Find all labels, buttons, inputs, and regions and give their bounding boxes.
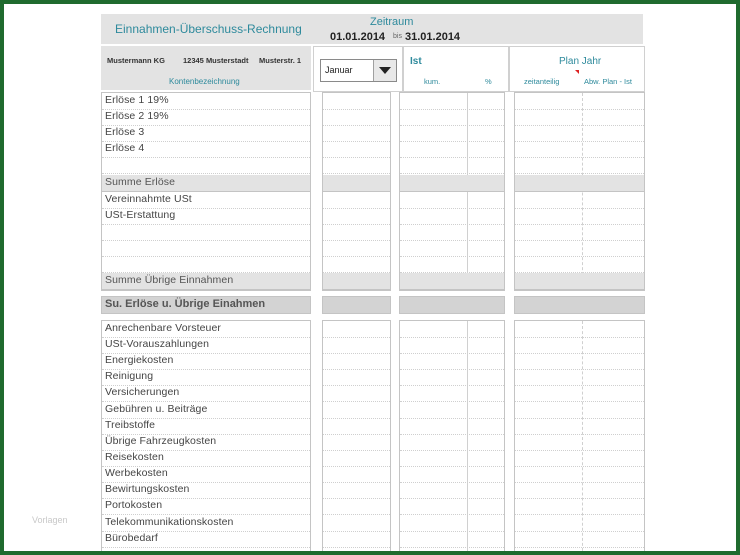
table-row[interactable] xyxy=(102,466,310,483)
account-label: USt-Erstattung xyxy=(105,209,176,221)
account-label: USt-Vorauszahlungen xyxy=(105,338,210,350)
worksheet-frame xyxy=(4,4,736,551)
date-separator: bis xyxy=(393,33,402,40)
grand-total-label: Su. Erlöse u. Übrige Einahmen xyxy=(105,298,266,310)
month-select[interactable] xyxy=(320,59,397,82)
account-label: Erlöse 3 xyxy=(105,126,145,138)
month-values-block-1[interactable] xyxy=(322,92,391,291)
watermark: Vorlagen xyxy=(32,515,68,525)
table-row[interactable] xyxy=(102,125,310,142)
kum-column-header: kum. xyxy=(424,77,441,86)
company-name: Mustermann KG xyxy=(107,56,165,65)
sum-row[interactable] xyxy=(102,273,310,290)
ist-label: Ist xyxy=(410,56,422,67)
date-from[interactable]: 01.01.2014 xyxy=(330,31,386,43)
deviation-column-header: Abw. Plan - Ist xyxy=(584,77,632,86)
accounts-block-2 xyxy=(101,320,311,551)
plan-values-block-1[interactable] xyxy=(514,92,645,291)
account-label: Portokosten xyxy=(105,499,163,511)
table-row[interactable] xyxy=(102,369,310,386)
grand-total-ist-cell[interactable] xyxy=(399,296,505,314)
share-column-header: zeitanteilig xyxy=(524,77,560,86)
table-row[interactable] xyxy=(102,482,310,499)
table-row[interactable] xyxy=(102,337,310,354)
sum-label: Summe Übrige Einnahmen xyxy=(105,274,234,286)
table-row[interactable] xyxy=(102,385,310,402)
table-row[interactable] xyxy=(102,402,310,419)
comment-indicator xyxy=(575,70,579,74)
chevron-down-icon[interactable] xyxy=(373,60,396,81)
table-row[interactable] xyxy=(102,240,310,257)
table-row[interactable] xyxy=(102,141,310,158)
account-label: Erlöse 4 xyxy=(105,142,145,154)
percent-column-header: % xyxy=(485,77,492,86)
account-label: Übrige Fahrzeugkosten xyxy=(105,435,217,447)
table-row[interactable] xyxy=(102,224,310,241)
table-row[interactable] xyxy=(102,531,310,548)
account-label: Versicherungen xyxy=(105,386,180,398)
account-label: Bewirtungskosten xyxy=(105,483,190,495)
table-row[interactable] xyxy=(102,93,310,110)
page-title: Einnahmen-Überschuss-Rechnung xyxy=(115,22,302,36)
plan-values-block-2[interactable] xyxy=(514,320,645,551)
ist-header-cell xyxy=(403,46,509,92)
table-row[interactable] xyxy=(102,256,310,273)
account-label: Erlöse 1 19% xyxy=(105,94,169,106)
table-row[interactable] xyxy=(102,192,310,209)
table-row[interactable] xyxy=(102,157,310,174)
income-statement-sheet xyxy=(101,14,643,551)
account-label: Reinigung xyxy=(105,370,154,382)
table-row[interactable] xyxy=(102,498,310,515)
table-row[interactable] xyxy=(102,515,310,532)
account-column-header: Kontenbezeichnung xyxy=(169,77,240,86)
ist-values-block-1[interactable] xyxy=(399,92,505,291)
account-label: Reisekosten xyxy=(105,451,164,463)
table-row[interactable] xyxy=(102,321,310,338)
company-city: 12345 Musterstadt xyxy=(183,56,249,65)
table-row[interactable] xyxy=(102,418,310,435)
account-label: Bürobedarf xyxy=(105,532,158,544)
sum-row[interactable] xyxy=(102,175,310,192)
period-label: Zeitraum xyxy=(370,16,414,28)
account-label: Werbekosten xyxy=(105,467,168,479)
table-row[interactable] xyxy=(102,353,310,370)
date-to[interactable]: 31.01.2014 xyxy=(405,31,461,43)
account-label: Treibstoffe xyxy=(105,419,156,431)
table-row[interactable] xyxy=(102,208,310,225)
plan-year-label: Plan Jahr xyxy=(559,56,602,67)
account-label: Telekommunikationskosten xyxy=(105,516,234,528)
table-row[interactable] xyxy=(102,109,310,126)
table-row[interactable] xyxy=(102,450,310,467)
account-label: Erlöse 2 19% xyxy=(105,110,169,122)
sum-label: Summe Erlöse xyxy=(105,176,176,188)
month-select-value: Januar xyxy=(325,65,353,75)
company-street: Musterstr. 1 xyxy=(259,56,302,65)
table-row[interactable] xyxy=(102,434,310,451)
account-label: Gebühren u. Beiträge xyxy=(105,403,208,415)
accounts-block-1 xyxy=(101,92,311,291)
grand-total-row[interactable] xyxy=(101,296,311,314)
grand-total-plan-cell[interactable] xyxy=(514,296,645,314)
ist-values-block-2[interactable] xyxy=(399,320,505,551)
account-label: Vereinnahmte USt xyxy=(105,193,192,205)
grand-total-month-cell[interactable] xyxy=(322,296,391,314)
month-values-block-2[interactable] xyxy=(322,320,391,551)
account-label: Energiekosten xyxy=(105,354,174,366)
account-label: Anrechenbare Vorsteuer xyxy=(105,322,222,334)
